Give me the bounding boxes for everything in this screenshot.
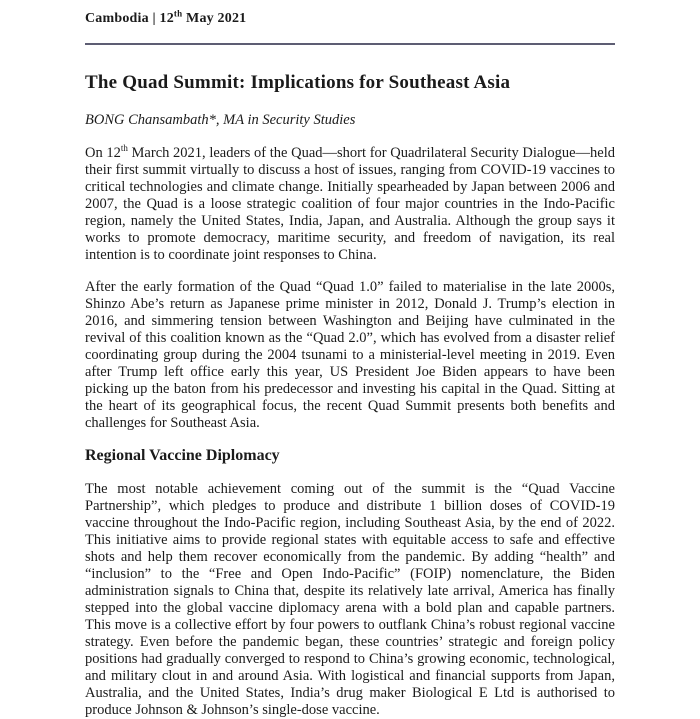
dateline-superscript: th xyxy=(173,8,183,19)
section-heading-vaccine-diplomacy: Regional Vaccine Diplomacy xyxy=(85,447,280,464)
dateline-text: Cambodia | 12 xyxy=(85,11,174,26)
paragraph-text: On 12 xyxy=(85,145,121,161)
dateline xyxy=(85,10,615,28)
paragraph-text-rest: March 2021, leaders of the Quad—short for Quadrilateral Security Dialogue—held their first summit virtually to discuss a host of issues, ranging from COVID-19 vaccines to critical technologies and climate change. Initially spearheaded by Japan between 2006 and 2007, the Quad is a loose strategic coalition of four major countries in the Indo-Pacific region, namely the United States, India, Japan, and Australia. Although the group says it works to promote democracy, maritime security, and freedom of navigation, its real intention is to coordinate joint responses to China. xyxy=(85,145,615,263)
header-divider xyxy=(85,43,615,45)
dateline-text-suffix: May 2021 xyxy=(182,11,247,26)
paragraph-vaccine-partnership: The most notable achievement coming out of the summit is the “Quad Vaccine Partnership”, which pledges to produce and distribute 1 billion doses of COVID-19 vaccine throughout the Indo-Pacific region, including Southeast Asia, by the end of 2022. This initiative aims to provide regional states with equitable access to safe and effective shots and help them recover economically from the pandemic. By adding “health” and “inclusion” to the “Free and Open Indo-Pacific” (FOIP) nomenclature, the Biden administration signals to China that, despite its relatively late arrival, America has finally stepped into the global vaccine diplomacy arena with a bold plan and capable partners. This move is a collective effort by four powers to outflank China’s robust regional vaccine strategy. Even before the pandemic began, these countries’ strategic and foreign policy positions had gradually converged to respond to China’s growing economic, technological, and military clout in and around Asia. With logistical and financial supports from Japan, Australia, and the United States, India’s drug maker Biological E Ltd is authorised to produce Johnson & Johnson’s single-dose vaccine. xyxy=(85,481,615,718)
paragraph-quad-history: After the early formation of the Quad “Quad 1.0” failed to materialise in the late 2000s, Shinzo Abe’s return as Japanese prime minister in 2012, Donald J. Trump’s election in 2016, and simmering tension between Washington and Beijing have culminated in the revival of this coalition known as the “Quad 2.0”, which has evolved from a disaster relief coordinating group during the 2004 tsunami to a ministerial-level meeting in 2019. Even after Trump left office early this year, US President Joe Biden appears to have been picking up the baton from his predecessor and investing his capital in the Quad. Sitting at the heart of its geographical focus, the recent Quad Summit presents both benefits and challenges for Southeast Asia. xyxy=(85,279,615,431)
paragraph-superscript: th xyxy=(120,143,128,154)
article-title: The Quad Summit: Implications for Southeast Asia xyxy=(85,72,511,93)
paragraph-quad-intro xyxy=(85,145,615,264)
author-line: BONG Chansambath*, MA in Security Studies xyxy=(85,112,356,128)
